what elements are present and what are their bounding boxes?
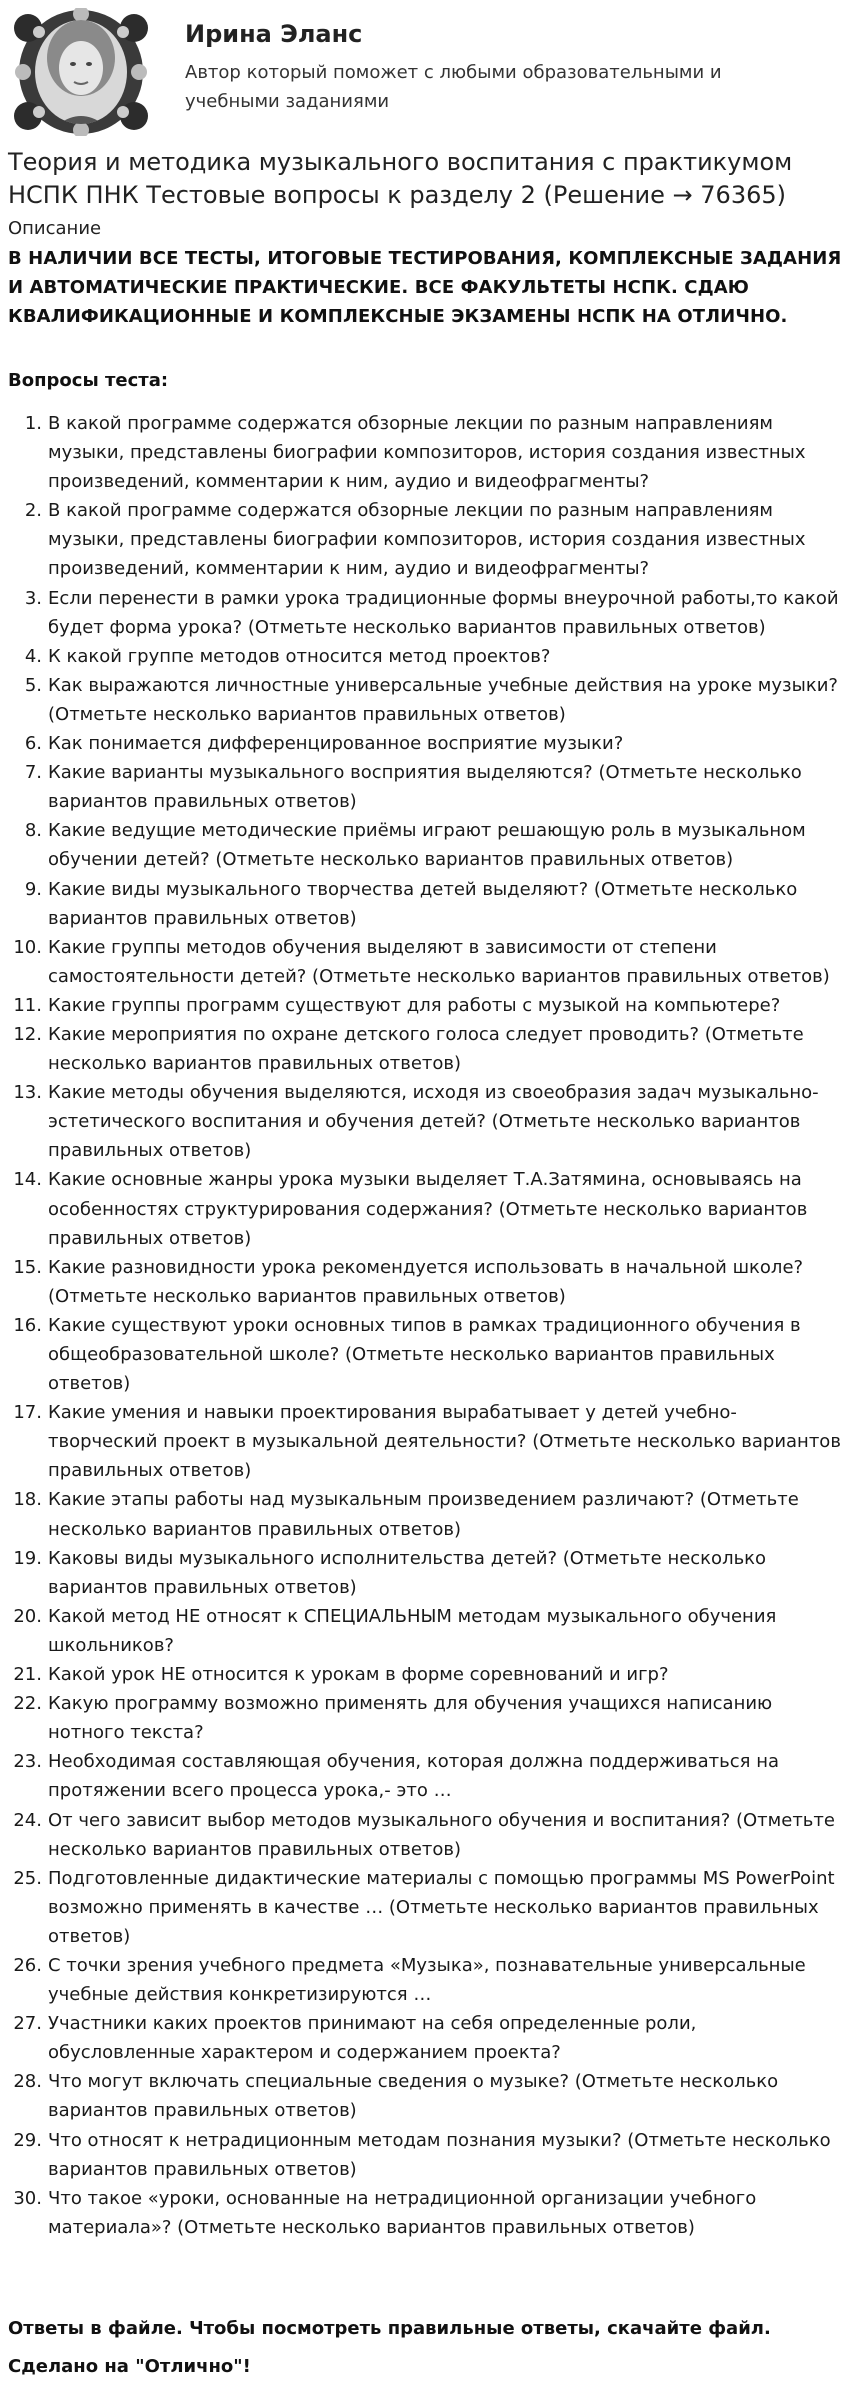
question-number: 23. xyxy=(13,1751,42,1773)
question-number: 20. xyxy=(13,1605,42,1627)
question-item xyxy=(0,991,847,1020)
question-text: Какие ведущие методические приёмы играют решающую роль в музыкальном обучении детей? (Отметьте несколько вариантов правильных ответов) xyxy=(48,820,806,871)
question-text: Как выражаются личностные универсальные учебные действия на уроке музыки? (Отметьте несколько вариантов правильных ответов) xyxy=(48,674,838,725)
question-text: Какие методы обучения выделяются, исходя из своеобразия задач музыкально-эстетического воспитания и обучения детей? (Отметьте несколько вариантов правильных ответов) xyxy=(48,1082,819,1162)
question-text: К какой группе методов относится метод проектов? xyxy=(48,645,551,667)
question-number: 15. xyxy=(13,1256,42,1278)
question-number: 26. xyxy=(13,1954,42,1976)
question-number: 19. xyxy=(13,1547,42,1569)
question-number: 5. xyxy=(24,674,42,696)
question-text: Какие варианты музыкального восприятия выделяются? (Отметьте несколько вариантов правильных ответов) xyxy=(48,762,802,813)
description-text: В НАЛИЧИИ ВСЕ ТЕСТЫ, ИТОГОВЫЕ ТЕСТИРОВАНИЯ, КОМПЛЕКСНЫЕ ЗАДАНИЯ И АВТОМАТИЧЕСКИЕ ПРАКТИЧЕСКИЕ. ВСЕ ФАКУЛЬТЕТЫ НСПК. СДАЮ КВАЛИФИКАЦИОННЫЕ И КОМПЛЕКСНЫЕ ЭКЗАМЕНЫ НСПК НА ОТЛИЧНО. xyxy=(8,248,842,327)
question-text: Каковы виды музыкального исполнительства детей? (Отметьте несколько вариантов правильных ответов) xyxy=(48,1547,767,1598)
question-item xyxy=(0,496,847,583)
question-number: 29. xyxy=(13,2129,42,2151)
question-number: 13. xyxy=(13,1082,42,1104)
author-name[interactable]: Ирина Эланс xyxy=(185,20,363,48)
author-card xyxy=(8,8,838,136)
question-text: От чего зависит выбор методов музыкального обучения и воспитания? (Отметьте несколько вариантов правильных ответов) xyxy=(48,1809,835,1860)
question-number: 24. xyxy=(13,1809,42,1831)
question-text: Какие группы программ существуют для работы с музыкой на компьютере? xyxy=(48,994,781,1016)
question-item xyxy=(0,1747,847,1805)
question-number: 17. xyxy=(13,1402,42,1424)
question-item xyxy=(0,1253,847,1311)
question-item xyxy=(0,2126,847,2184)
grade-note: Сделано на "Отлично"! xyxy=(8,2356,251,2377)
question-item xyxy=(0,409,847,496)
question-number: 28. xyxy=(13,2071,42,2093)
page-title: Теория и методика музыкального воспитания с практикумом НСПК ПНК Тестовые вопросы к разделу 2 (Решение → 76365) xyxy=(8,148,793,209)
question-item xyxy=(0,671,847,729)
question-number: 2. xyxy=(24,500,42,522)
question-item xyxy=(0,1398,847,1485)
question-number: 7. xyxy=(24,762,42,784)
question-item xyxy=(0,933,847,991)
question-number: 25. xyxy=(13,1867,42,1889)
question-number: 12. xyxy=(13,1023,42,1045)
question-item xyxy=(0,1020,847,1078)
question-item xyxy=(0,875,847,933)
question-text: Подготовленные дидактические материалы с помощью программы MS PowerPoint возможно применять в качестве … (Отметьте несколько вариантов правильных ответов) xyxy=(48,1867,835,1947)
question-item xyxy=(0,1165,847,1252)
questions-heading: Вопросы теста: xyxy=(8,370,169,391)
question-item xyxy=(0,1602,847,1660)
question-item xyxy=(0,1078,847,1165)
question-text: Какой урок НЕ относится к урокам в форме соревнований и игр? xyxy=(48,1664,669,1686)
question-text: Какие этапы работы над музыкальным произведением различают? (Отметьте несколько вариантов правильных ответов) xyxy=(48,1489,799,1540)
question-text: Если перенести в рамки урока традиционные формы внеурочной работы,то какой будет форма урока? (Отметьте несколько вариантов правильных ответов) xyxy=(48,587,839,638)
question-number: 14. xyxy=(13,1169,42,1191)
question-item xyxy=(0,1689,847,1747)
question-number: 30. xyxy=(13,2187,42,2209)
question-item xyxy=(0,1485,847,1543)
question-text: Какие умения и навыки проектирования вырабатывает у детей учебно-творческий проект в музыкальной деятельности? (Отметьте несколько вариантов правильных ответов) xyxy=(48,1402,841,1482)
question-item xyxy=(0,2184,847,2242)
question-item xyxy=(0,816,847,874)
question-number: 22. xyxy=(13,1693,42,1715)
question-number: 3. xyxy=(24,587,42,609)
author-avatar[interactable] xyxy=(8,8,154,136)
question-item xyxy=(0,642,847,671)
question-text: Какие группы методов обучения выделяют в зависимости от степени самостоятельности детей? (Отметьте несколько вариантов правильных ответов) xyxy=(48,936,830,987)
question-item xyxy=(0,584,847,642)
questions-list xyxy=(0,409,847,2242)
question-text: Какой метод НЕ относят к СПЕЦИАЛЬНЫМ методам музыкального обучения школьников? xyxy=(48,1605,777,1656)
question-number: 10. xyxy=(13,936,42,958)
question-number: 4. xyxy=(24,645,42,667)
author-description: Автор который поможет с любыми образовательными и учебными заданиями xyxy=(185,62,722,112)
question-number: 6. xyxy=(24,733,42,755)
question-text: Что относят к нетрадиционным методам познания музыки? (Отметьте несколько вариантов правильных ответов) xyxy=(48,2129,831,2180)
question-number: 27. xyxy=(13,2013,42,2035)
question-number: 18. xyxy=(13,1489,42,1511)
question-number: 1. xyxy=(24,413,42,434)
question-text: Что могут включать специальные сведения о музыке? (Отметьте несколько вариантов правильных ответов) xyxy=(48,2071,779,2122)
question-number: 9. xyxy=(24,878,42,900)
answers-note: Ответы в файле. Чтобы посмотреть правильные ответы, скачайте файл. xyxy=(8,2318,771,2339)
question-text: Какие разновидности урока рекомендуется использовать в начальной школе? (Отметьте несколько вариантов правильных ответов) xyxy=(48,1256,804,1307)
question-text: Участники каких проектов принимают на себя определенные роли, обусловленные характером и содержанием проекта? xyxy=(48,2013,697,2064)
question-item xyxy=(0,2009,847,2067)
description-label: Описание xyxy=(8,218,102,239)
question-text: Какие основные жанры урока музыки выделяет Т.А.Затямина, основываясь на особенностях структурирования содержания? (Отметьте несколько вариантов правильных ответов) xyxy=(48,1169,808,1249)
question-text: Какие существуют уроки основных типов в рамках традиционного обучения в общеобразовательной школе? (Отметьте несколько вариантов правильных ответов) xyxy=(48,1314,801,1395)
question-text: В какой программе содержатся обзорные лекции по разным направлениям музыки, представлены биографии композиторов, история создания известных произведений, комментарии к ним, аудио и видеофрагменты? xyxy=(48,500,806,580)
question-number: 16. xyxy=(13,1314,42,1336)
question-text: Какие виды музыкального творчества детей выделяют? (Отметьте несколько вариантов правильных ответов) xyxy=(48,878,798,929)
question-text: Как понимается дифференцированное восприятие музыки? xyxy=(48,733,624,755)
question-text: С точки зрения учебного предмета «Музыка», познавательные универсальные учебные действия конкретизируются … xyxy=(48,1954,806,2006)
question-text: В какой программе содержатся обзорные лекции по разным направлениям музыки, представлены биографии композиторов, история создания известных произведений, комментарии к ним, аудио и видеофрагменты? xyxy=(48,413,806,493)
question-text: Какую программу возможно применять для обучения учащихся написанию нотного текста? xyxy=(48,1693,773,1744)
question-item xyxy=(0,729,847,758)
question-item xyxy=(0,1660,847,1689)
question-text: Необходимая составляющая обучения, которая должна поддерживаться на протяжении всего процесса урока,- это … xyxy=(48,1751,780,1802)
question-item xyxy=(0,758,847,816)
question-text: Что такое «уроки, основанные на нетрадиционной организации учебного материала»? (Отметьте несколько вариантов правильных ответов) xyxy=(48,2187,757,2238)
question-number: 8. xyxy=(24,820,42,842)
question-item xyxy=(0,1311,847,1398)
question-number: 21. xyxy=(13,1664,42,1686)
question-text: Какие мероприятия по охране детского голоса следует проводить? (Отметьте несколько вариантов правильных ответов) xyxy=(48,1023,804,1075)
question-item xyxy=(0,1864,847,1951)
question-item xyxy=(0,1806,847,1864)
question-number: 11. xyxy=(13,994,42,1016)
question-item xyxy=(0,1951,847,2009)
question-item xyxy=(0,1544,847,1602)
question-item xyxy=(0,2067,847,2125)
